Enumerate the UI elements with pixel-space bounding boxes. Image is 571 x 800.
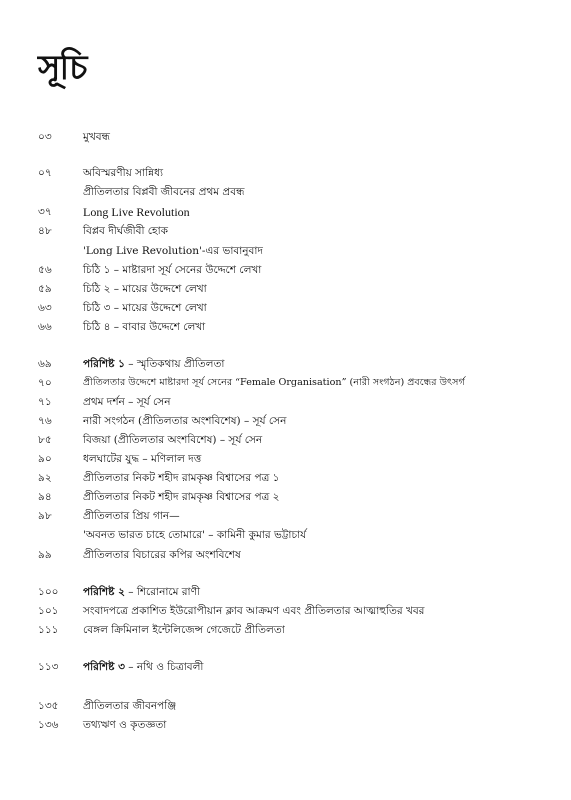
toc-entry <box>0 716 571 734</box>
appendix-label: পরিশিষ্ট ২ <box>83 586 125 598</box>
page-number: ০৩ <box>38 131 52 143</box>
entry-title: তথ্যঋণ ও কৃতজ্ঞতা <box>83 719 167 731</box>
appendix-label: পরিশিষ্ট ৩ <box>83 661 125 673</box>
toc-entry <box>0 222 571 240</box>
entry-title: বিপ্লব দীর্ঘজীবী হোক <box>83 225 168 237</box>
toc-entry <box>0 164 571 182</box>
toc-entry <box>0 280 571 298</box>
entry-title: ধলঘাটের যুদ্ধ – মণিলাল দত্ত <box>83 453 202 465</box>
entry-title: চিঠি ২ – মায়ের উদ্দেশে লেখা <box>83 283 207 295</box>
page-number: ১৩৫ <box>38 700 59 712</box>
entry-title: প্রীতিলতার উদ্দেশে মাষ্টারদা সূর্য সেনের “Female Organisation” (নারী সংগঠন) প্রবন্ধের উৎসর্গ <box>83 377 465 388</box>
page-number: ৯৮ <box>38 510 52 522</box>
toc-entry <box>0 242 571 260</box>
toc-entry <box>0 621 571 639</box>
page-number: ৫৯ <box>38 283 52 295</box>
page-number: ৯৯ <box>38 549 52 561</box>
toc-entry <box>0 128 571 146</box>
page-number: ৯০ <box>38 453 52 465</box>
page-number: ১১১ <box>38 624 59 636</box>
page-number: ৭০ <box>38 377 52 389</box>
toc-entry <box>0 507 571 525</box>
toc-entry <box>0 393 571 411</box>
page-number: ৯২ <box>38 472 52 484</box>
appendix-title: – নথি ও চিত্রাবলী <box>124 661 204 673</box>
entry-title: প্রীতিলতার জীবনপঞ্জি <box>83 700 177 712</box>
page-number: ০৭ <box>38 167 52 179</box>
toc-entry <box>0 183 571 201</box>
page-number: ৩৭ <box>38 206 52 218</box>
entry-title: প্রথম দর্শন – সূর্য সেন <box>83 396 171 408</box>
page-number: ১০০ <box>38 586 59 598</box>
entry-title: বেঙ্গল ক্রিমিনাল ইন্টেলিজেন্স গেজেটে প্রীতিলতা <box>83 624 285 636</box>
page-title: সূচি <box>38 48 87 88</box>
entry-title: প্রীতিলতার বিপ্লবী জীবনের প্রথম প্রবন্ধ <box>83 186 245 198</box>
page-number: ৫৬ <box>38 264 52 276</box>
toc-entry <box>0 697 571 715</box>
page-number: ৯৪ <box>38 491 52 503</box>
entry-title <box>83 583 200 601</box>
page-number: ৭১ <box>38 396 52 408</box>
toc-entry <box>0 658 571 676</box>
entry-title: চিঠি ৩ – মায়ের উদ্দেশে লেখা <box>83 302 207 314</box>
entry-title: প্রীতিলতার নিকট শহীদ রামকৃষ্ণ বিশ্বাসের পত্র ১ <box>83 472 280 484</box>
page-number: ৭৬ <box>38 415 52 427</box>
entry-title: 'অবনত ভারত চাহে তোমারে' – কামিনী কুমার ভট্টাচার্য <box>83 529 307 541</box>
page-number: ১৩৬ <box>38 719 59 731</box>
page-number: ৪৮ <box>38 225 52 237</box>
page-number: ১০১ <box>38 605 59 617</box>
toc-entry <box>0 261 571 279</box>
toc-entry <box>0 583 571 601</box>
page-number: ৬৬ <box>38 321 52 333</box>
page-number: ৬৯ <box>38 358 52 370</box>
page-number: ৬৩ <box>38 302 52 314</box>
toc-entry <box>0 469 571 487</box>
entry-title: অবিস্মরণীয় সান্নিধ্য <box>83 167 164 179</box>
entry-title <box>83 658 203 676</box>
appendix-label: পরিশিষ্ট ১ <box>83 358 125 370</box>
toc-entry <box>0 412 571 430</box>
entry-title: বিজয়া (প্রীতিলতার অংশবিশেষ) – সূর্য সেন <box>83 434 263 446</box>
entry-title: মুখবন্ধ <box>83 131 110 143</box>
toc-entry <box>0 318 571 336</box>
toc-entry <box>0 546 571 564</box>
toc-entry <box>0 374 571 392</box>
entry-title: নারী সংগঠন (প্রীতিলতার অংশবিশেষ) – সূর্য সেন <box>83 415 287 427</box>
toc-entry <box>0 450 571 468</box>
appendix-title: – স্মৃতিকথায় প্রীতিলতা <box>124 358 225 370</box>
entry-title: 'Long Live Revolution'-এর ভাবানুবাদ <box>83 245 263 257</box>
entry-title: প্রীতিলতার বিচারের কপির অংশবিশেষ <box>83 549 241 561</box>
page-number: ১১৩ <box>38 661 59 673</box>
entry-title: প্রীতিলতার নিকট শহীদ রামকৃষ্ণ বিশ্বাসের পত্র ২ <box>83 491 280 503</box>
entry-title: Long Live Revolution <box>83 205 190 219</box>
appendix-title: – শিরোনামে রাণী <box>124 586 200 598</box>
entry-title: চিঠি ১ – মাষ্টারদা সূর্য সেনের উদ্দেশে লেখা <box>83 264 262 276</box>
toc-entry <box>0 488 571 506</box>
entry-title: সংবাদপত্রে প্রকাশিত ইউরোপীয়ান ক্লাব আক্রমণ এবং প্রীতিলতার আত্মাহুতির খবর <box>83 605 425 617</box>
page-number: ৮৫ <box>38 434 52 446</box>
toc-entry <box>0 203 571 221</box>
toc-entry <box>0 526 571 544</box>
entry-title: চিঠি ৪ – বাবার উদ্দেশে লেখা <box>83 321 206 333</box>
toc-entry <box>0 299 571 317</box>
entry-title: প্রীতিলতার প্রিয় গান— <box>83 510 180 522</box>
toc-entry <box>0 431 571 449</box>
toc-entry <box>0 602 571 620</box>
entry-title <box>83 355 224 373</box>
toc-entry <box>0 355 571 373</box>
